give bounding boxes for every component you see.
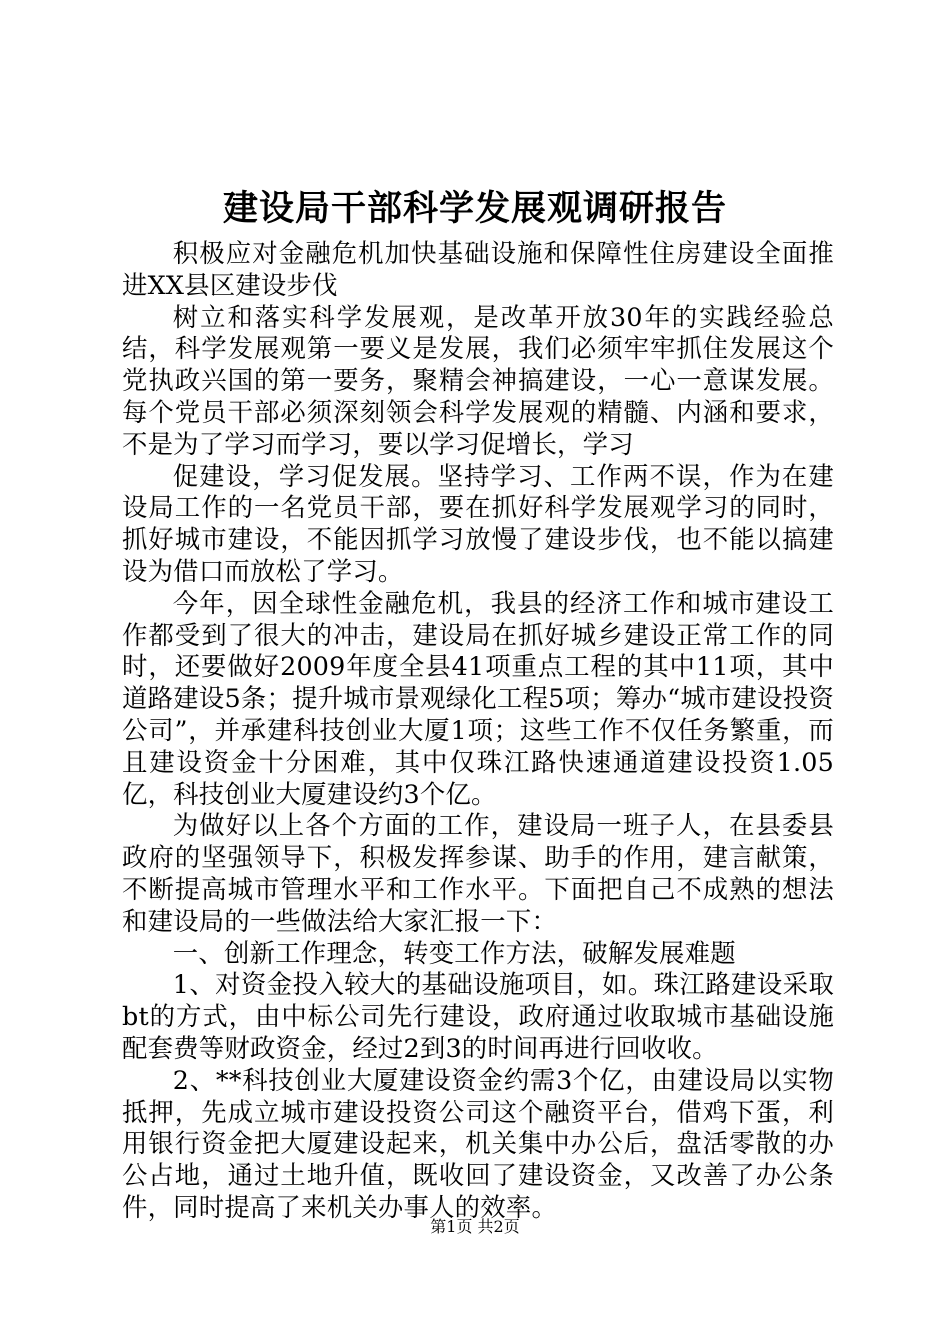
paragraph: 为做好以上各个方面的工作，建设局一班子人，在县委县政府的坚强领导下，积极发挥参谋、助手的作用，建言献策，不断提高城市管理水平和工作水平。下面把自己不成熟的想法和建设局的一些做法给大家汇报一下： [122,810,834,936]
paragraph: 促建设，学习促发展。坚持学习、工作两不误，作为在建设局工作的一名党员干部，要在抓好科学发展观学习的同时，抓好城市建设，不能因抓学习放慢了建设步伐，也不能以搞建设为借口而放松了学习。 [122,460,834,586]
section-heading: 一、创新工作理念，转变工作方法，破解发展难题 [172,937,736,968]
paragraph: 树立和落实科学发展观，是改革开放30年的实践经验总结，科学发展观第一要义是发展，我们必须牢牢抓住发展这个党执政兴国的第一要务，聚精会神搞建设，一心一意谋发展。每个党员干部必须深刻领会科学发展观的精髓、内涵和要求，不是为了学习而学习，要以学习促增长，学习 [122,301,834,459]
paragraph: 今年，因全球性金融危机，我县的经济工作和城市建设工作都受到了很大的冲击，建设局在抓好城乡建设正常工作的同时，还要做好2009年度全县41项重点工程的其中11项，其中道路建设5条；提升城市景观绿化工程5项；筹办“城市建设投资公司”，并承建科技创业大厦1项；这些工作不仅任务繁重，而且建设资金十分困难，其中仅珠江路快速通道建设投资1.05亿，科技创业大厦建设约3个亿。 [122,587,834,809]
document-body [122,238,834,1224]
page-footer: 第1页 共2页 [430,1217,520,1236]
paragraph: 2、**科技创业大厦建设资金约需3个亿，由建设局以实物抵押，先成立城市建设投资公司这个融资平台，借鸡下蛋，利用银行资金把大厦建设起来，机关集中办公后，盘活零散的办公占地，通过土地升值，既收回了建设资金，又改善了办公条件，同时提高了来机关办事人的效率。 [122,1064,834,1222]
document-title: 建设局干部科学发展观调研报告 [222,188,727,229]
paragraph-subtitle: 积极应对金融危机加快基础设施和保障性住房建设全面推进XX县区建设步伐 [122,238,834,300]
paragraph: 1、对资金投入较大的基础设施项目，如。珠江路建设采取bt的方式，由中标公司先行建设，政府通过收取城市基础设施配套费等财政资金，经过2到3的时间再进行回收收。 [122,969,834,1063]
